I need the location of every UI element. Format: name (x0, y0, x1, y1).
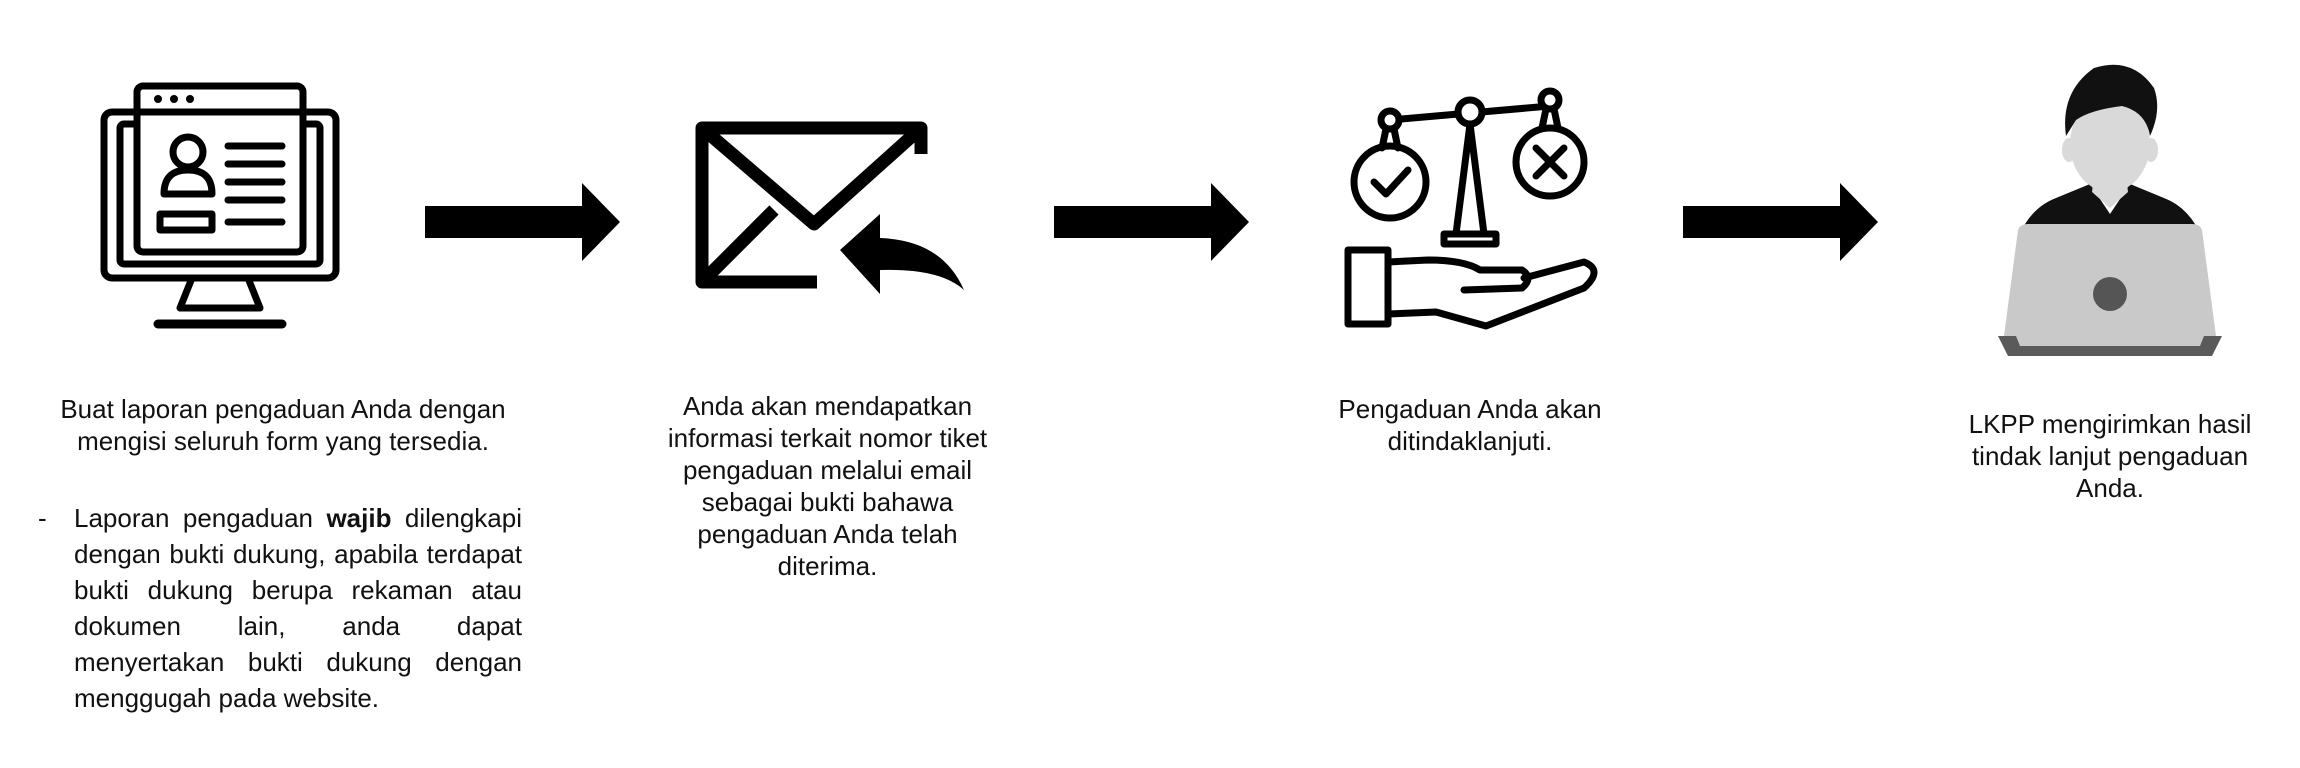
right-arrow-icon (1054, 183, 1249, 261)
step-4-caption: LKPP mengirimkan hasil tindak lanjut pengaduan Anda. (1968, 409, 2252, 503)
computer-form-icon (100, 82, 340, 332)
note-bullet: - (38, 503, 47, 533)
right-arrow-icon (1683, 183, 1878, 261)
step-3-caption: Pengaduan Anda akan ditindaklanjuti. (1338, 394, 1602, 456)
requirement-note (38, 500, 522, 720)
step-1-caption: Buat laporan pengaduan Anda dengan mengisi seluruh form yang tersedia. (60, 394, 506, 456)
email-reply-icon (692, 118, 964, 298)
justice-scale-hand-icon (1340, 82, 1600, 332)
step-2-caption: Anda akan mendapatkan informasi terkait nomor tiket pengaduan melalui email sebagai bukti bahawa pengaduan Anda telah diterima. (667, 391, 988, 581)
note-text-start: Laporan pengaduan (74, 503, 327, 533)
person-laptop-icon (1990, 58, 2230, 360)
note-text (74, 500, 522, 716)
note-text-end: dilengkapi dengan bukti dukung, apabila terdapat bukti dukung berupa rekaman atau dokumen lain, anda dapat menyertakan bukti dukung dengan menggugah pada website. (74, 503, 522, 713)
right-arrow-icon (425, 183, 620, 261)
note-emphasis: wajib (326, 503, 392, 533)
